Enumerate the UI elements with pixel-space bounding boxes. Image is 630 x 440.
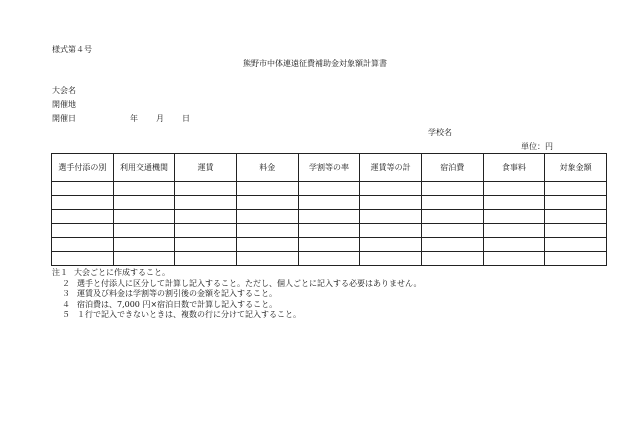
table-cell [113, 224, 175, 238]
note-number: ５ [62, 310, 70, 319]
table-row [52, 182, 607, 196]
table-cell [483, 252, 545, 266]
table-cell [236, 224, 298, 238]
table-cell [483, 210, 545, 224]
table-cell [113, 210, 175, 224]
table-cell [298, 210, 360, 224]
table-cell [545, 252, 607, 266]
table-cell [52, 196, 114, 210]
note-item [52, 268, 421, 279]
unit-label: 単位：円 [521, 142, 553, 151]
table-cell [52, 252, 114, 266]
table-cell [298, 224, 360, 238]
table-cell [113, 196, 175, 210]
table-cell [175, 210, 237, 224]
table-cell [483, 224, 545, 238]
col-header: 料金 [236, 154, 298, 182]
table-cell [113, 182, 175, 196]
table-cell [421, 238, 483, 252]
table-cell [298, 196, 360, 210]
note-number: ４ [62, 299, 70, 309]
venue-label: 開催地 [52, 100, 76, 109]
table-cell [298, 252, 360, 266]
event-date-row [52, 114, 190, 124]
col-header: 宿泊費 [421, 154, 483, 182]
table-cell [236, 238, 298, 252]
table-header-row [52, 154, 607, 182]
table-body [52, 182, 607, 266]
col-header: 食事料 [483, 154, 545, 182]
table-cell [298, 238, 360, 252]
table-cell [236, 182, 298, 196]
table-cell [545, 224, 607, 238]
col-header: 対象金額 [545, 154, 607, 182]
table-cell [483, 196, 545, 210]
col-header: 運賃等の計 [360, 154, 422, 182]
note-item [52, 289, 421, 300]
notes [52, 268, 421, 321]
col-header: 学割等の率 [298, 154, 360, 182]
note-number: ２ [62, 278, 70, 288]
table-cell [113, 252, 175, 266]
note-number: ３ [62, 289, 70, 298]
table-row [52, 224, 607, 238]
table-cell [421, 252, 483, 266]
note-text: 選手と付添人に区分して計算し記入すること。ただし、個人ごとに記入する必要はありません。 [77, 278, 422, 288]
note-number: 注１ [52, 268, 68, 277]
table-cell [421, 224, 483, 238]
table-cell [298, 182, 360, 196]
form-number: 様式第４号 [52, 45, 92, 54]
table-cell [360, 182, 422, 196]
note-text: 宿泊費は、7,000 円×宿泊日数で計算し記入すること。 [77, 299, 278, 309]
month-label: 月 [156, 114, 164, 123]
table-cell [545, 196, 607, 210]
table-cell [113, 238, 175, 252]
table-cell [545, 210, 607, 224]
table-cell [421, 182, 483, 196]
table-cell [360, 224, 422, 238]
date-label: 開催日 [52, 114, 76, 123]
document-title: 熊野市中体連遠征費補助金対象額計算書 [243, 59, 387, 68]
table-cell [360, 196, 422, 210]
table-row [52, 196, 607, 210]
table-cell [360, 238, 422, 252]
calculation-table [51, 153, 607, 266]
table-cell [360, 210, 422, 224]
table-cell [483, 238, 545, 252]
year-label: 年 [130, 114, 138, 123]
table-cell [545, 182, 607, 196]
table-cell [175, 224, 237, 238]
day-label: 日 [182, 114, 190, 123]
table-cell [175, 196, 237, 210]
event-name-label: 大会名 [52, 86, 76, 95]
table-row [52, 238, 607, 252]
table-cell [421, 196, 483, 210]
note-text: 大会ごとに作成すること。 [74, 268, 170, 277]
table-cell [52, 210, 114, 224]
table-cell [236, 252, 298, 266]
table-cell [360, 252, 422, 266]
table-cell [545, 238, 607, 252]
table-cell [175, 182, 237, 196]
school-name-label: 学校名 [428, 128, 452, 137]
table-cell [175, 238, 237, 252]
table-cell [52, 238, 114, 252]
table-cell [421, 210, 483, 224]
table-cell [236, 196, 298, 210]
table-cell [483, 182, 545, 196]
table-cell [175, 252, 237, 266]
col-header: 運賃 [175, 154, 237, 182]
col-header: 利用交通機関 [113, 154, 175, 182]
note-item [52, 279, 421, 290]
table-cell [52, 182, 114, 196]
col-header: 選手付添の別 [52, 154, 114, 182]
table-row [52, 252, 607, 266]
table-cell [52, 224, 114, 238]
table-row [52, 210, 607, 224]
note-item [52, 310, 421, 321]
note-text: 運賃及び料金は学割等の割引後の金額を記入すること。 [77, 289, 277, 298]
table-cell [236, 210, 298, 224]
note-text: １行で記入できないときは、複数の行に分けて記入すること。 [77, 310, 301, 319]
note-item [52, 300, 421, 311]
